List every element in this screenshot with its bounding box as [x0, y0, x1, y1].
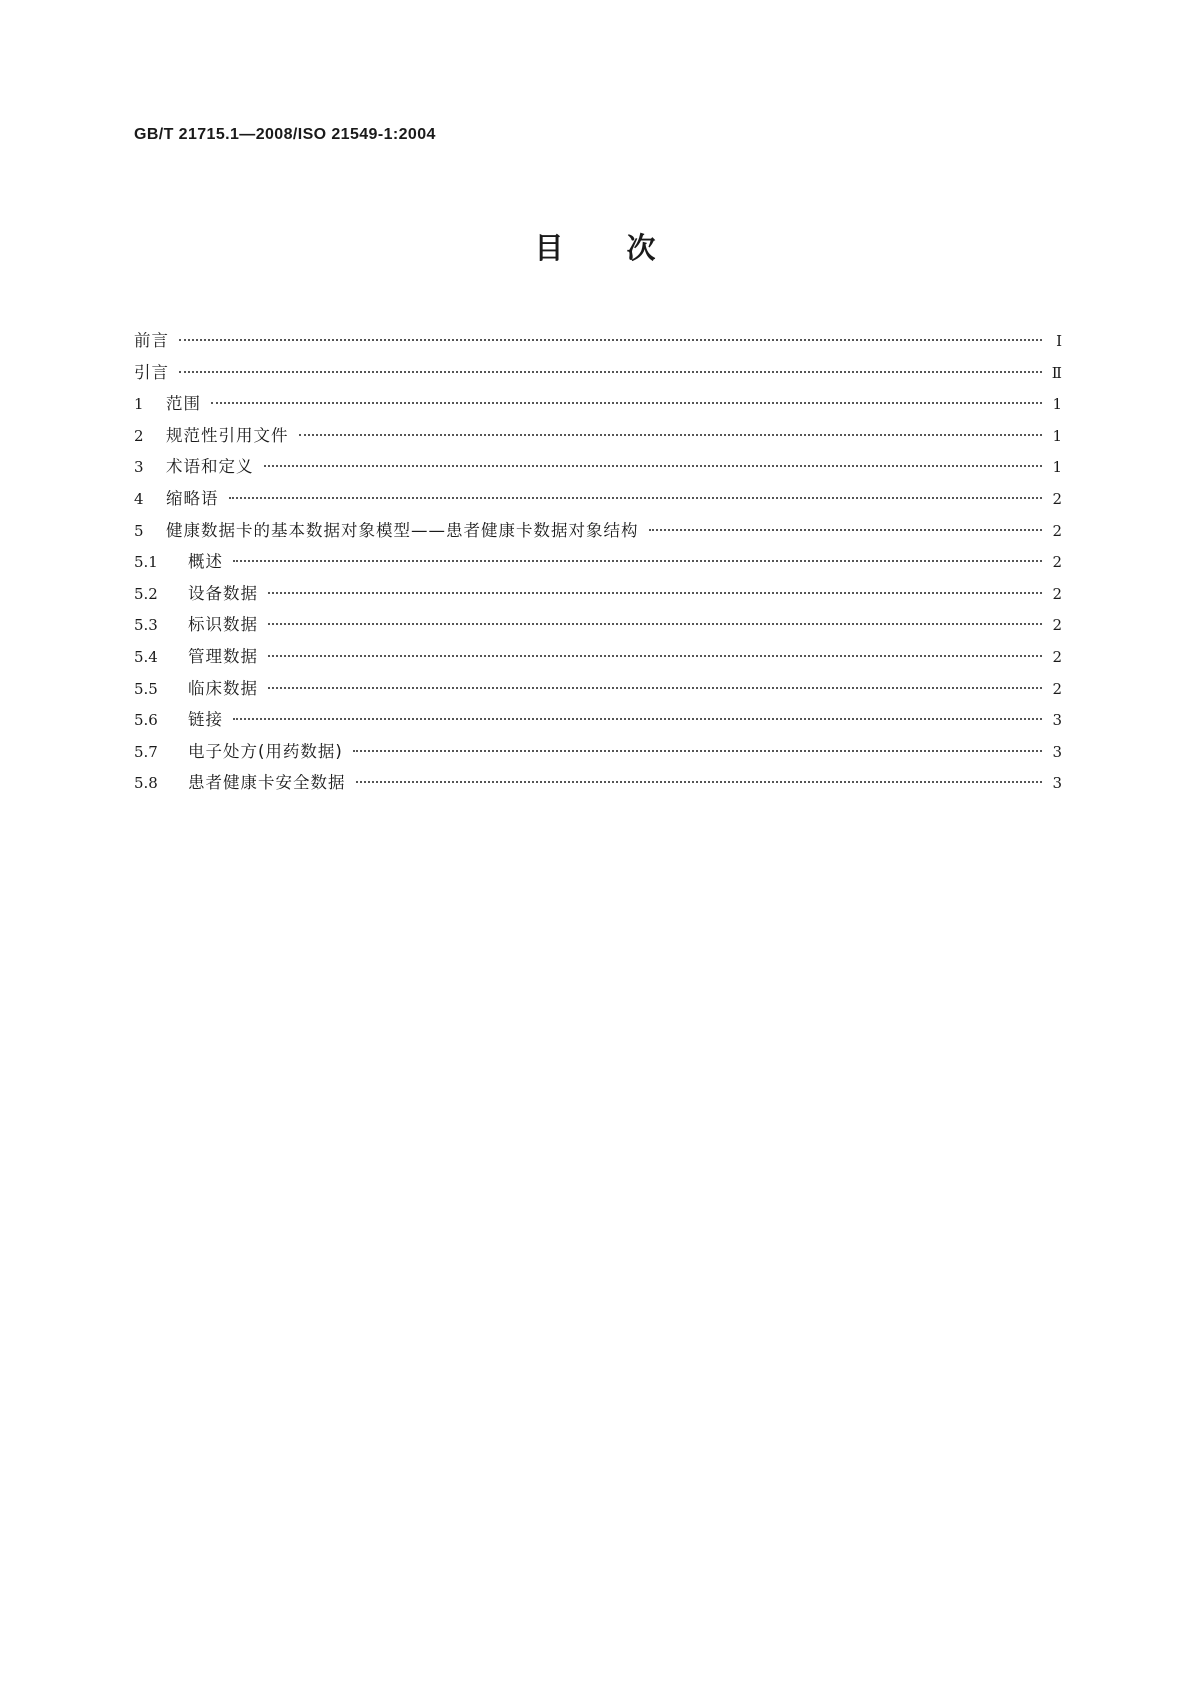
- toc-entry-introduction[interactable]: [134, 359, 1062, 391]
- toc-entry-number: 1: [134, 395, 144, 414]
- dot-leader: [179, 370, 1042, 373]
- toc-entry-label: 缩略语: [166, 488, 219, 508]
- toc-title-char-left: 目: [534, 231, 565, 265]
- dot-leader: [233, 559, 1042, 562]
- dot-leader: [233, 717, 1042, 720]
- dot-leader: [268, 622, 1042, 625]
- toc-entry-page: Ⅰ: [1056, 332, 1062, 350]
- toc-entry-number: 4: [134, 489, 144, 508]
- toc-entry-5-1[interactable]: [134, 548, 1062, 580]
- toc-entry-label: 患者健康卡安全数据: [188, 773, 346, 793]
- toc-entry-label: 健康数据卡的基本数据对象模型——患者健康卡数据对象结构: [166, 520, 639, 540]
- toc-entry-label: 临床数据: [188, 678, 258, 698]
- toc-entry-5-4[interactable]: [134, 643, 1062, 675]
- toc-entry-5-6[interactable]: [134, 706, 1062, 738]
- toc-entry-5-7[interactable]: [134, 738, 1062, 770]
- toc-entry-5-2[interactable]: [134, 580, 1062, 612]
- toc-entry-number: 5.5: [134, 679, 158, 698]
- dot-leader: [268, 654, 1042, 657]
- toc-entry-number: 5.8: [134, 774, 158, 793]
- toc-entry-number: 5.2: [134, 584, 158, 603]
- toc-entry-label: 标识数据: [188, 615, 258, 635]
- dot-leader: [299, 433, 1043, 436]
- dot-leader: [268, 686, 1042, 689]
- toc-entry-number: 5.4: [134, 647, 158, 666]
- toc-entry-5[interactable]: [134, 517, 1062, 549]
- toc-entry-page: 2: [1052, 584, 1062, 603]
- toc-title-char-right: 次: [626, 231, 657, 265]
- toc-title: [0, 226, 1191, 267]
- dot-leader: [179, 338, 1042, 341]
- toc-entry-label: 管理数据: [188, 646, 258, 666]
- toc-entry-label: 引言: [134, 362, 169, 382]
- toc-entry-label: 链接: [188, 710, 223, 730]
- dot-leader: [353, 749, 1042, 752]
- toc-entry-page: 2: [1052, 647, 1062, 666]
- standard-code: GB/T 21715.1—2008/ISO 21549-1:2004: [134, 126, 436, 143]
- toc-entry-label: 电子处方(用药数据): [188, 741, 343, 761]
- toc-entry-2[interactable]: [134, 422, 1062, 454]
- dot-leader: [649, 528, 1043, 531]
- toc-entry-label: 概述: [188, 552, 223, 572]
- toc-entry-label: 术语和定义: [166, 457, 254, 477]
- dot-leader: [211, 401, 1042, 404]
- toc-entry-5-8[interactable]: [134, 769, 1062, 801]
- dot-leader: [268, 591, 1042, 594]
- table-of-contents: [134, 327, 1062, 801]
- toc-entry-label: 范围: [166, 394, 201, 414]
- toc-entry-number: 5.1: [134, 553, 158, 572]
- dot-leader: [356, 780, 1043, 783]
- toc-entry-5-5[interactable]: [134, 675, 1062, 707]
- toc-entry-page: 2: [1052, 521, 1062, 540]
- toc-entry-page: Ⅱ: [1051, 363, 1062, 382]
- toc-entry-label: 设备数据: [188, 583, 258, 603]
- toc-entry-page: 3: [1052, 742, 1062, 761]
- toc-entry-5-3[interactable]: [134, 611, 1062, 643]
- toc-entry-label: 规范性引用文件: [166, 425, 289, 445]
- toc-entry-page: 1: [1052, 426, 1062, 445]
- dot-leader: [264, 464, 1043, 467]
- toc-entry-number: 5.3: [134, 616, 158, 635]
- toc-entry-label: 前言: [134, 331, 169, 350]
- toc-entry-4[interactable]: [134, 485, 1062, 517]
- toc-entry-number: 5.6: [134, 711, 158, 730]
- toc-entry-number: 3: [134, 458, 144, 477]
- toc-entry-page: 1: [1052, 458, 1062, 477]
- toc-entry-page: 3: [1052, 711, 1062, 730]
- toc-entry-page: 1: [1052, 395, 1062, 414]
- toc-entry-number: 5.7: [134, 742, 158, 761]
- dot-leader: [229, 496, 1043, 499]
- toc-entry-page: 2: [1052, 489, 1062, 508]
- toc-entry-number: 2: [134, 426, 144, 445]
- toc-entry-page: 2: [1052, 679, 1062, 698]
- toc-entry-page: 2: [1052, 616, 1062, 635]
- toc-entry-page: 2: [1052, 553, 1062, 572]
- toc-entry-1[interactable]: [134, 390, 1062, 422]
- toc-entry-3[interactable]: [134, 453, 1062, 485]
- toc-entry-number: 5: [134, 521, 144, 540]
- toc-entry-foreword[interactable]: [134, 327, 1062, 359]
- toc-entry-page: 3: [1052, 774, 1062, 793]
